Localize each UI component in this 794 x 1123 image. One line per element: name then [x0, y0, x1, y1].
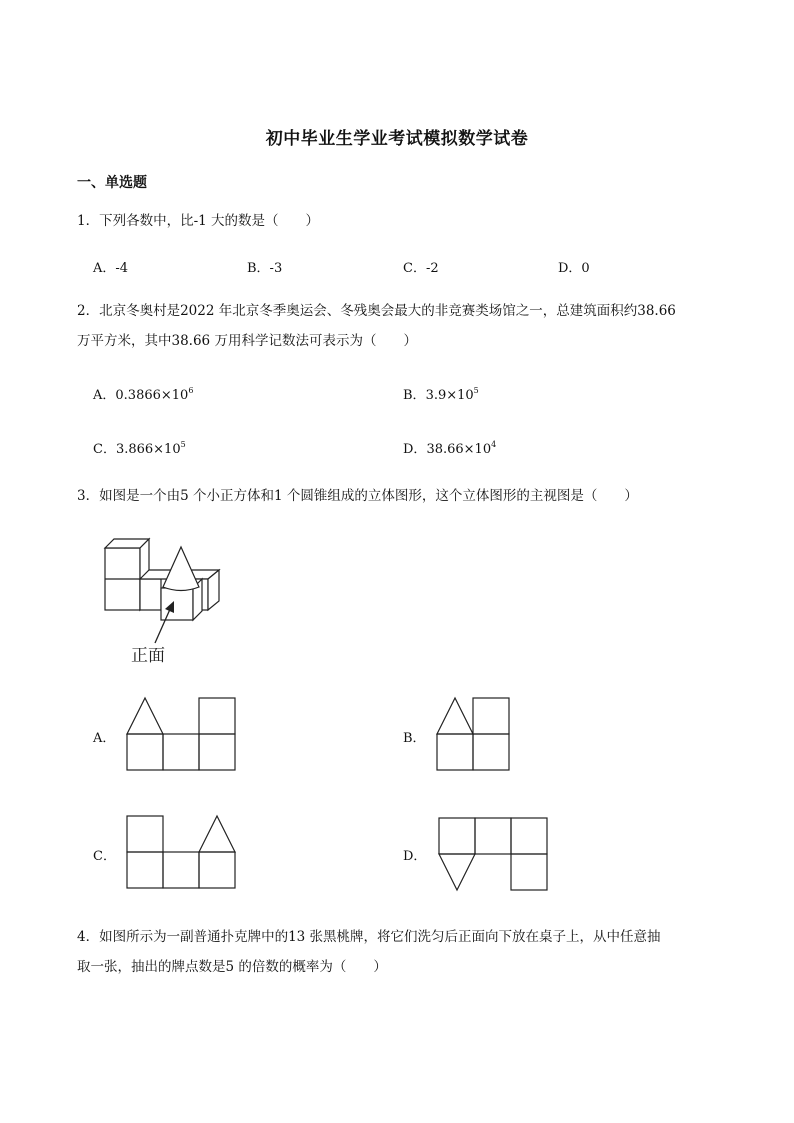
- q3-option-b-label: B．: [403, 731, 426, 746]
- q1-option-a: A．-4: [93, 261, 129, 276]
- q1-option-c: C．-2: [403, 261, 439, 276]
- front-label: 正面: [131, 646, 165, 666]
- q3-option-a-view: [125, 694, 239, 772]
- q3-option-c-view: [125, 812, 239, 890]
- question-4-stem-line2: 取一张，抽出的牌点数是5 的倍数的概率为（ ）: [77, 959, 387, 975]
- cone: [163, 547, 199, 591]
- q3-option-d-label: D．: [403, 849, 427, 864]
- q2-option-a: A．$0.3866\times 10^6$: [93, 386, 194, 403]
- question-2-stem-line2: 万平方米，其中38.66 万用科学记数法可表示为（ ）: [77, 333, 417, 349]
- question-2-stem-line1: 2．北京冬奥村是2022 年北京冬季奥运会、冬残奥会最大的非竞赛类场馆之一，总建筑面积约38.66: [77, 303, 676, 319]
- solid-figure-diagram: [95, 525, 235, 670]
- q3-option-d-view: [437, 816, 551, 894]
- question-1-stem: 1．下列各数中，比-1 大的数是（ ）: [77, 213, 320, 229]
- q3-option-a-label: A．: [93, 731, 116, 746]
- section-heading: 一、单选题: [77, 175, 147, 191]
- question-4-stem-line1: 4．如图所示为一副普通扑克牌中的13 张黑桃牌，将它们洗匀后正面向下放在桌子上，从中任意抽: [77, 929, 661, 945]
- q2-option-b: B．$3.9\times 10^5$: [403, 386, 479, 403]
- page-title: 初中毕业生学业考试模拟数学试卷: [265, 129, 529, 149]
- q3-option-c-label: C．: [93, 849, 116, 864]
- q3-option-b-view: [434, 694, 512, 772]
- q2-option-d: D．$38.66\times 10^4$: [403, 440, 497, 457]
- q1-option-d: D．0: [558, 261, 590, 276]
- q1-option-b: B．-3: [247, 261, 283, 276]
- front-cube: [161, 588, 193, 620]
- question-3-stem: 3．如图是一个由5 个小正方体和1 个圆锥组成的立体图形，这个立体图形的主视图是（ ）: [77, 488, 638, 504]
- q2-option-c: C．$3.866\times 10^5$: [93, 440, 186, 457]
